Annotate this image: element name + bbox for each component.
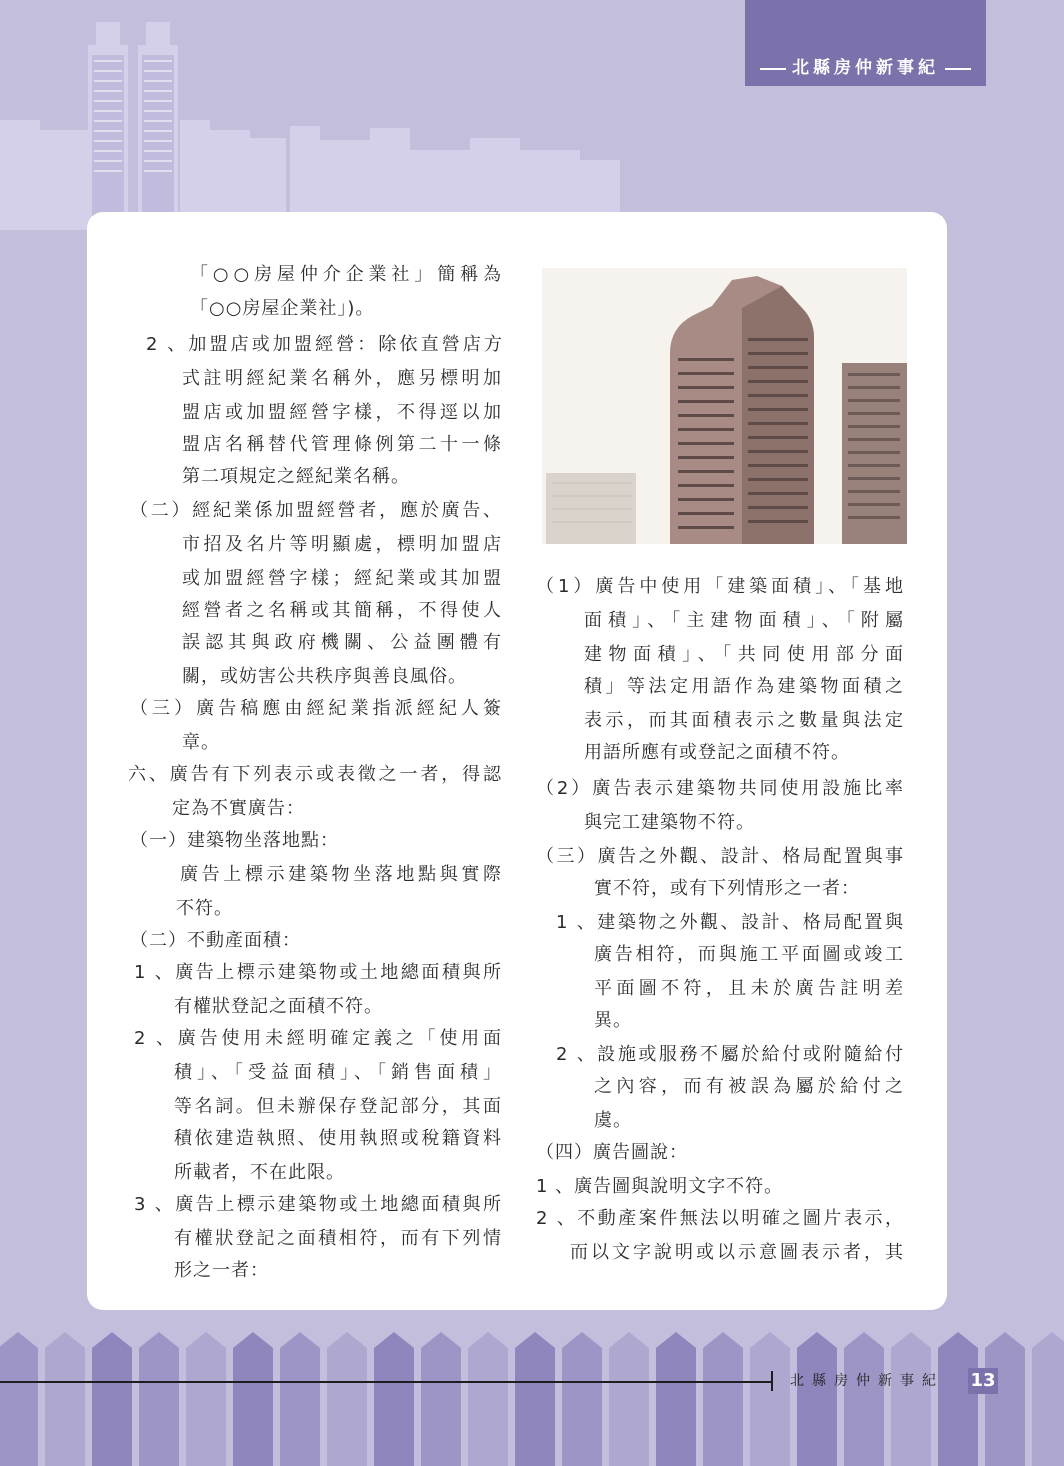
- right-column-line: 面積」、「主建物面積」、「附屬: [584, 610, 904, 631]
- left-column-line: 2 、加盟店或加盟經營：除依直營店方: [146, 334, 503, 355]
- fence-picket: [562, 1332, 602, 1466]
- right-column-line: 1 、廣告圖與說明文字不符。: [536, 1176, 784, 1197]
- left-column-line: 有權狀登記之面積不符。: [174, 996, 383, 1017]
- left-column-line: 誤認其與政府機關、公益團體有: [182, 632, 502, 653]
- left-column-line: （二）經紀業係加盟經營者，應於廣告、: [130, 500, 502, 521]
- fence-picket: [844, 1332, 884, 1466]
- right-column-line: （2）廣告表示建築物共同使用設施比率: [536, 778, 904, 799]
- fence-picket: [374, 1332, 414, 1466]
- fence-picket: [468, 1332, 508, 1466]
- header-line-right: [945, 68, 971, 70]
- fence-picket: [1032, 1332, 1064, 1466]
- header-tab: [745, 0, 986, 86]
- fence-picket: [750, 1332, 790, 1466]
- fence-picket: [656, 1332, 696, 1466]
- fence-picket: [891, 1332, 931, 1466]
- left-column-line: 「○○房屋仲介企業社」簡稱為: [190, 264, 502, 285]
- left-column-line: 1 、廣告上標示建築物或土地總面積與所: [134, 962, 502, 983]
- left-column-line: 六、廣告有下列表示或表徵之一者，得認: [128, 764, 502, 785]
- left-column-line: 關，或妨害公共秩序與善良風俗。: [182, 666, 467, 687]
- fence-picket: [139, 1332, 179, 1466]
- fence-picket: [280, 1332, 320, 1466]
- right-column-line: 2 、設施或服務不屬於給付或附隨給付: [556, 1044, 904, 1065]
- left-column-line: 或加盟經營字樣；經紀業或其加盟: [182, 568, 502, 589]
- fence-picket: [985, 1332, 1025, 1466]
- left-column-line: 不符。: [176, 898, 233, 919]
- fence-picket: [92, 1332, 132, 1466]
- right-column-line: （1）廣告中使用「建築面積」、「基地: [536, 576, 904, 597]
- fence-picket: [797, 1332, 837, 1466]
- header-line-left: [760, 68, 786, 70]
- left-column-line: （三）廣告稿應由經紀業指派經紀人簽: [130, 698, 502, 719]
- right-column-line: 積」等法定用語作為建築物面積之: [584, 676, 904, 697]
- footer-tick: [771, 1371, 773, 1391]
- fence-decoration: [0, 1326, 1064, 1466]
- right-column-line: 實不符，或有下列情形之一者：: [594, 878, 860, 899]
- fence-picket: [327, 1332, 367, 1466]
- left-column-line: 有權狀登記之面積相符，而有下列情: [174, 1228, 502, 1249]
- right-column-line: 異。: [594, 1010, 632, 1031]
- left-column-line: 等名詞。但未辦保存登記部分，其面: [174, 1096, 502, 1117]
- fence-picket: [45, 1332, 85, 1466]
- left-column-line: 盟店或加盟經營字樣，不得逕以加: [182, 402, 502, 423]
- left-column-line: 2 、廣告使用未經明確定義之「使用面: [134, 1028, 502, 1049]
- fence-picket: [515, 1332, 555, 1466]
- right-column-line: 1 、建築物之外觀、設計、格局配置與: [556, 912, 904, 933]
- right-column-line: 2 、不動產案件無法以明確之圖片表示，: [536, 1208, 904, 1229]
- footer-rule: [0, 1381, 772, 1383]
- fence-picket: [703, 1332, 743, 1466]
- header-title: 北縣房仲新事紀: [792, 58, 939, 78]
- fence-picket: [938, 1332, 978, 1466]
- right-column-line: 表示，而其面積表示之數量與法定: [584, 710, 904, 731]
- left-column-line: 第二項規定之經紀業名稱。: [182, 466, 410, 487]
- fence-picket: [233, 1332, 273, 1466]
- left-column-line: 定為不實廣告：: [172, 798, 305, 819]
- right-column-line: 用語所應有或登記之面積不符。: [584, 742, 850, 763]
- fence-picket: [186, 1332, 226, 1466]
- left-column-line: 「○○房屋企業社」)。: [190, 298, 375, 319]
- right-column-line: 之內容，而有被誤為屬於給付之: [594, 1076, 904, 1097]
- left-column-line: 形之一者：: [174, 1260, 269, 1281]
- left-column-line: 所載者，不在此限。: [174, 1162, 345, 1183]
- fence-picket: [0, 1332, 38, 1466]
- left-column-line: 章。: [182, 732, 220, 753]
- left-column-line: 式註明經紀業名稱外，應另標明加: [182, 368, 502, 389]
- left-column-line: （二）不動產面積：: [130, 930, 301, 951]
- left-column-line: 經營者之名稱或其簡稱，不得使人: [182, 600, 502, 621]
- building-photo: [542, 268, 907, 544]
- right-column-line: 虞。: [594, 1110, 632, 1131]
- left-column-line: 廣告上標示建築物坐落地點與實際: [180, 864, 502, 885]
- right-column-line: 而以文字說明或以示意圖表示者，其: [570, 1242, 904, 1263]
- right-column-line: 建物面積」、「共同使用部分面: [584, 644, 904, 665]
- right-column-line: 廣告相符，而與施工平面圖或竣工: [594, 944, 904, 965]
- footer-title: 北縣房仲新事紀: [790, 1373, 944, 1389]
- left-column-line: 積」、「受益面積」、「銷售面積」: [174, 1062, 502, 1083]
- left-column-line: 積依建造執照、使用執照或稅籍資料: [174, 1128, 502, 1149]
- right-column-line: 與完工建築物不符。: [584, 812, 755, 833]
- right-column-line: （四）廣告圖說：: [536, 1142, 688, 1163]
- right-column-line: 平面圖不符，且未於廣告註明差: [594, 978, 904, 999]
- left-column-line: 市招及名片等明顯處，標明加盟店: [182, 534, 502, 555]
- page-number: 13: [968, 1368, 998, 1394]
- left-column-line: （一）建築物坐落地點：: [130, 830, 339, 851]
- left-column-line: 3 、廣告上標示建築物或土地總面積與所: [134, 1194, 502, 1215]
- fence-picket: [609, 1332, 649, 1466]
- right-column-line: （三）廣告之外觀、設計、格局配置與事: [536, 846, 904, 867]
- left-column-line: 盟店名稱替代管理條例第二十一條: [182, 434, 502, 455]
- fence-picket: [421, 1332, 461, 1466]
